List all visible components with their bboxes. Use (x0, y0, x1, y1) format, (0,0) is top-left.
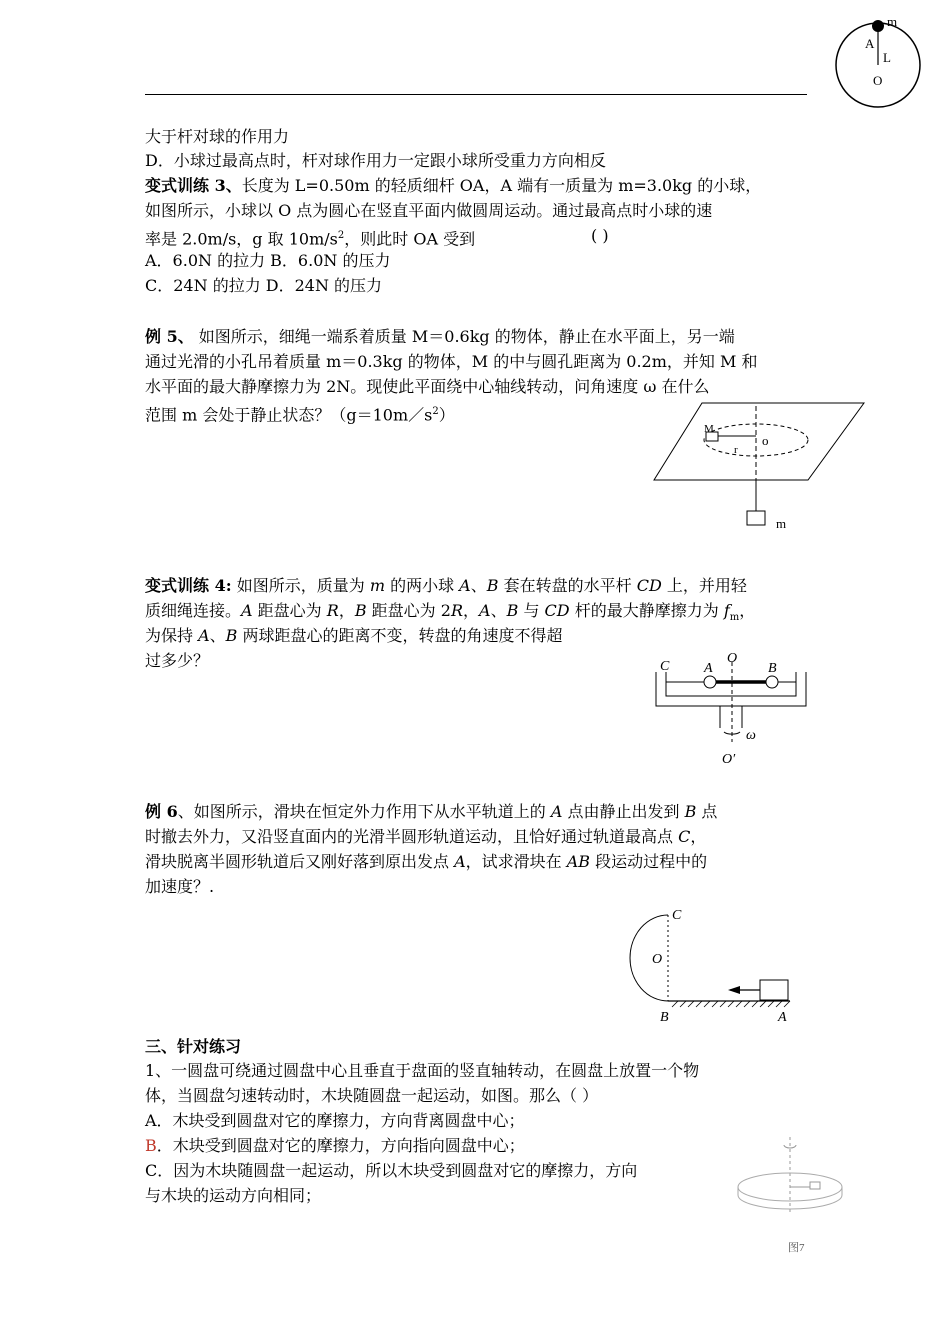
question-1-line-2: 体，当圆盘匀速转动时，木块随圆盘一起运动，如图。那么（ ） (145, 1086, 599, 1105)
variant-3-line-1: 变式训练 3、长度为 L=0.50m 的轻质细杆 OA，A 端有一质量为 m=3.0kg 的小球， (145, 176, 762, 195)
option-C-line-1: C．因为木块随圆盘一起运动，所以木块受到圆盘对它的摩擦力，方向 (145, 1161, 638, 1180)
variant-3-line-3: 率是 2.0m/s，g 取 $10m/s^2$，则此时 OA 受到 ( ) (145, 226, 609, 249)
option-C-line-2: 与木块的运动方向相同； (145, 1186, 322, 1205)
option-A: A．木块受到圆盘对它的摩擦力，方向背离圆盘中心； (145, 1111, 525, 1130)
label-L: L (883, 50, 891, 65)
section-3-heading: 三、针对练习 (145, 1037, 242, 1056)
example-6-line-2: 时撤去外力，又沿竖直面内的光滑半圆形轨道运动，且恰好通过轨道最高点 C， (145, 827, 707, 846)
wood-block (810, 1182, 820, 1189)
svg-text:B: B (768, 661, 777, 676)
ball-A (704, 676, 716, 688)
ball-B (766, 676, 778, 688)
svg-text:O: O (727, 651, 738, 666)
example-5-figure (650, 398, 870, 538)
svg-text:图7: 图7 (788, 1242, 805, 1254)
svg-text:O′: O′ (722, 752, 736, 767)
example-6-line-3: 滑块脱离半圆形轨道后又刚好落到原出发点 A，试求滑块在 AB 段运动过程中的 (145, 852, 708, 871)
label-O: O (873, 73, 883, 88)
label-A: A (865, 36, 875, 51)
variant-3-options-1: A．6.0N 的拉力 B．6.0N 的压力 (145, 251, 391, 270)
example-6-figure (620, 903, 800, 1028)
svg-text:A: A (778, 1010, 787, 1025)
header-rod-circle-diagram (830, 10, 920, 120)
example-5-label: 例 5、 (145, 327, 194, 346)
svg-text:B: B (660, 1010, 669, 1025)
svg-text:A: A (704, 661, 713, 676)
figure-7-disc (730, 1135, 850, 1260)
variant-4-line-3: 为保持 A、B 两球距盘心的距离不变，转盘的角速度不得超 (145, 626, 563, 645)
question-1-line-1: 1、一圆盘可绕通过圆盘中心且垂直于盘面的竖直轴转动，在圆盘上放置一个物 (145, 1061, 700, 1080)
ball (872, 20, 884, 32)
block-m (747, 511, 765, 525)
option-B: B．木块受到圆盘对它的摩擦力，方向指向圆盘中心； (145, 1136, 525, 1155)
svg-text:r: r (734, 444, 738, 456)
svg-text:O: O (652, 952, 663, 967)
example-5-line-1: 例 5、 如图所示，细绳一端系着质量 M＝0.6kg 的物体，静止在水平面上，另一端 (145, 327, 735, 346)
header-rule (145, 94, 807, 95)
text-line: 大于杆对球的作用力 (145, 127, 290, 146)
example-6-line-1: 例 6、如图所示，滑块在恒定外力作用下从水平轨道上的 A 点由静止出发到 B 点 (145, 802, 718, 821)
variant-3-line-2: 如图所示，小球以 O 点为圆心在竖直平面内做圆周运动。通过最高点时小球的速 (145, 201, 713, 220)
variant-3-options-2: C．24N 的拉力 D．24N 的压力 (145, 276, 383, 295)
variant-4-line-2: 质细绳连接。A 距盘心为 R，B 距盘心为 2R，A、B 与 CD 杆的最大静摩擦力为 $f_m$， (145, 601, 756, 624)
variant-3-label: 变式训练 3、 (145, 176, 242, 195)
example-5-line-4: 范围 m 会处于静止状态？$(g=10m/s^2)$ (145, 405, 455, 425)
text-line: D．小球过最高点时，杆对球作用力一定跟小球所受重力方向相反 (145, 151, 606, 170)
option-B-letter: B (145, 1136, 157, 1155)
example-6-line-4: 加速度？. (145, 877, 215, 896)
svg-text:m: m (776, 516, 787, 531)
answer-paren: ( ) (591, 226, 609, 245)
variant-4-figure (650, 650, 815, 770)
example-5-line-3: 水平面的最大静摩擦力为 2N。现使此平面绕中心轴线转动，问角速度 ω 在什么 (145, 377, 710, 396)
svg-text:M: M (704, 423, 714, 435)
svg-text:C: C (672, 908, 682, 923)
variant-4-line-1: 变式训练 4: 如图所示，质量为 m 的两小球 A、B 套在转盘的水平杆 CD 上，并用轻 (145, 576, 747, 595)
slider-block (760, 980, 788, 1000)
svg-text:o: o (762, 433, 769, 448)
svg-text:C: C (660, 659, 670, 674)
svg-text:ω: ω (746, 728, 756, 743)
label-m: m (887, 14, 898, 29)
variant-4-line-4: 过多少？ (145, 651, 210, 670)
example-5-line-2: 通过光滑的小孔吊着质量 m＝0.3kg 的物体，M 的中与圆孔距离为 0.2m，并知 M 和 (145, 352, 758, 371)
